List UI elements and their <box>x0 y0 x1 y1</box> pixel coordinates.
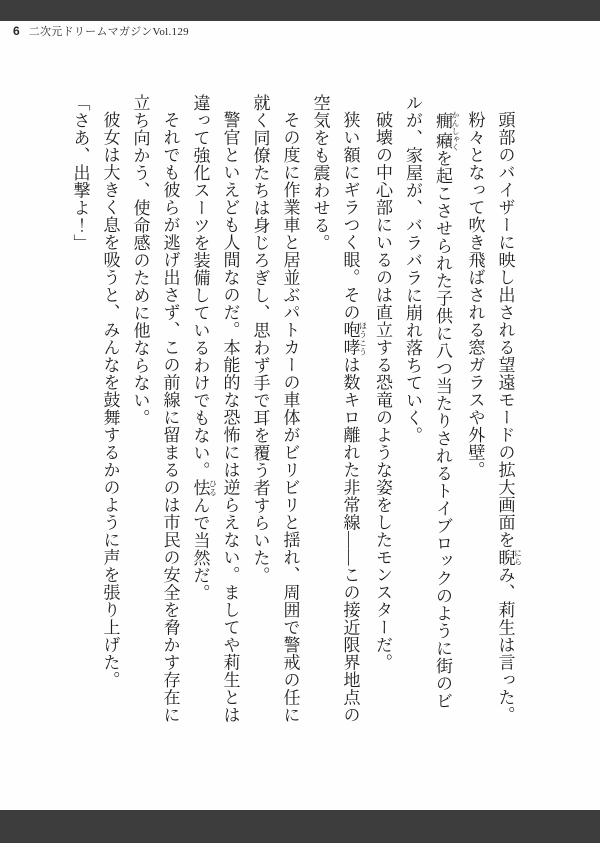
ruby-annotated-word: 睨 にら <box>495 548 523 566</box>
ruby-annotated-word: 怯 ひる <box>190 479 218 497</box>
page-number: 6 <box>13 24 20 38</box>
paragraph: 狭い額にギラつく眼。その咆哮 ほうこうは数キロ離れた非常線――この接近限界地点の空気をも震わせる。 <box>310 94 368 724</box>
paragraph: 頭部のバイザーに映し出される望遠モードの拡大画面を睨 にらみ、莉生は言った。 <box>495 111 523 724</box>
viewer-bottom-bar <box>0 810 600 843</box>
paragraph: 粉々となって吹き飛ばされる窓ガラスや外壁。 <box>465 111 485 479</box>
paragraph: 破壊の中心部にいるのは直立する恐竜のような姿をしたモンスターだ。 <box>373 111 392 671</box>
paragraph: 癇癪 かんしゃくを起こさせられた子供に八つ当たりされるトイブロックのように街のビルが、家屋が、バラバラに崩れ落ちていく。 <box>403 94 460 710</box>
paragraph: それでも彼らが逃げ出さず、この前線に留まるのは市民の安全を脅かす存在に立ち向かう、使命感のために他ならない。 <box>130 94 180 724</box>
viewer-top-bar <box>0 0 600 21</box>
paragraph: 彼女は大きく息を吸うと、みんなを鼓舞するかのように声を張り上げた。 <box>100 111 120 689</box>
page-header <box>13 23 189 39</box>
ruby-annotated-word: 咆哮 ほうこう <box>340 321 368 356</box>
magazine-title: 二次元ドリームマガジンVol.129 <box>28 26 189 38</box>
ruby-annotated-word: 癇癪 かんしゃく <box>433 111 460 151</box>
text-block <box>65 94 523 725</box>
paragraph: 「さあ、出撃よ！」 <box>70 94 90 252</box>
paragraph: その度に作業車と居並ぶパトカーの車体がビリビリと揺れ、周囲で警戒の任に就く同僚たちは身じろぎし、思わず手で耳を覆う者すらいた。 <box>250 94 300 724</box>
paragraph: 警官といえども人間なのだ。本能的な恐怖には逆らえない。ましてや莉生とは違って強化スーツを装備しているわけでもない。怯 ひるんで当然だ。 <box>190 94 240 724</box>
